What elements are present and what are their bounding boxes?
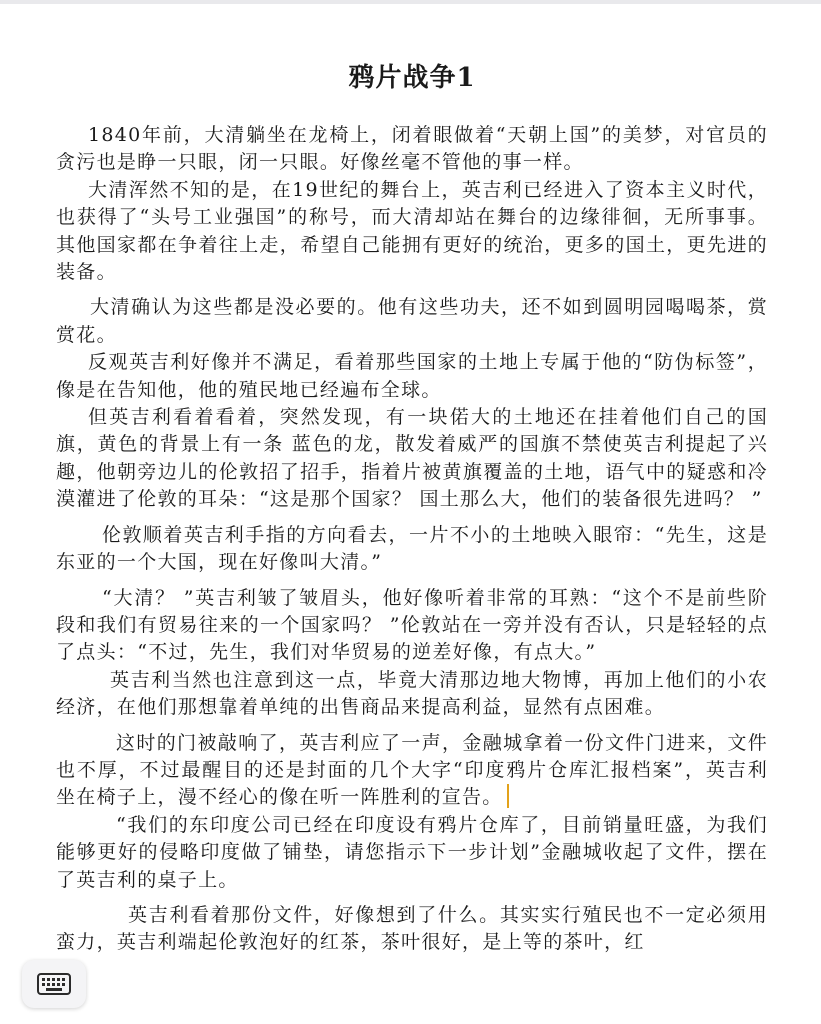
paragraph-7: “大清？ ”英吉利皱了皱眉头，他好像听着非常的耳熟：“这个不是前些阶段和我们有贸易往来的一个国家吗？ ”伦敦站在一旁并没有否认，只是轻轻的点了点头：“不过，先生，我们对华贸易的逆差好像，有点大。”	[56, 586, 768, 664]
paragraph-8: 英吉利当然也注意到这一点，毕竟大清那边地大物博，再加上他们的小农经济，在他们那想靠着单纯的出售商品来提高利益，显然有点困难。	[56, 668, 768, 719]
keyboard-icon	[37, 973, 71, 995]
document-title: 鸦片战争1	[348, 63, 476, 93]
paragraph-1: 1840年前，大清躺坐在龙椅上，闭着眼做着“天朝上国”的美梦，对官员的贪污也是睁一只眼，闭一只眼。好像丝毫不管他的事一样。	[56, 124, 768, 174]
paragraph-10: “我们的东印度公司已经在印度设有鸦片仓库了，目前销量旺盛，为我们能够更好的侵略印度做了铺垫，请您指示下一步计划”金融城收起了文件，摆在了英吉利的桌子上。	[56, 813, 768, 891]
paragraph-4: 反观英吉利好像并不满足，看着那些国家的土地上专属于他的“防伪标签”，像是在告知他，他的殖民地已经遍布全球。	[56, 351, 768, 401]
top-divider	[0, 0, 821, 4]
text-cursor	[507, 784, 509, 808]
paragraph-6: 伦敦顺着英吉利手指的方向看去，一片不小的土地映入眼帘：“先生，这是东亚的一个大国，现在好像叫大清。”	[56, 523, 768, 574]
paragraph-9	[56, 730, 768, 812]
paragraph-3: 大清确认为这些都是没必要的。他有这些功夫，还不如到圆明园喝喝茶，赏赏花。	[56, 296, 768, 346]
paragraph-9-text: 这时的门被敲响了，英吉利应了一声，金融城拿着一份文件门进来，文件也不厚，不过最醒目的还是封面的几个大字“印度鸦片仓库汇报档案”，英吉利坐在椅子上，漫不经心的像在听一阵胜利的宣告。	[56, 731, 768, 809]
paragraph-5: 但英吉利看着看着，突然发现，有一块偌大的土地还在挂着他们自己的国旗，黄色的背景上有一条 蓝色的龙，散发着威严的国旗不禁使英吉利提起了兴趣，他朝旁边儿的伦敦招了招手，指着片被黄旗覆盖的土地，语气中的疑惑和冷漠灌进了伦敦的耳朵：“这是那个国家？ 国土那么大，他们的装备很先进吗？ ”	[56, 406, 768, 511]
document-body[interactable]	[56, 60, 768, 957]
paragraph-2: 大清浑然不知的是，在19世纪的舞台上，英吉利已经进入了资本主义时代，也获得了“头号工业强国”的称号，而大清却站在舞台的边缘徘徊，无所事事。其他国家都在争着往上走，希望自己能拥有更好的统治，更多的国土，更先进的装备。	[56, 178, 768, 284]
keyboard-toggle-button[interactable]	[22, 960, 86, 1008]
paragraph-11: 英吉利看着那份文件，好像想到了什么。其实实行殖民也不一定必须用蛮力，英吉利端起伦敦泡好的红茶，茶叶很好，是上等的茶叶，红	[56, 903, 768, 954]
